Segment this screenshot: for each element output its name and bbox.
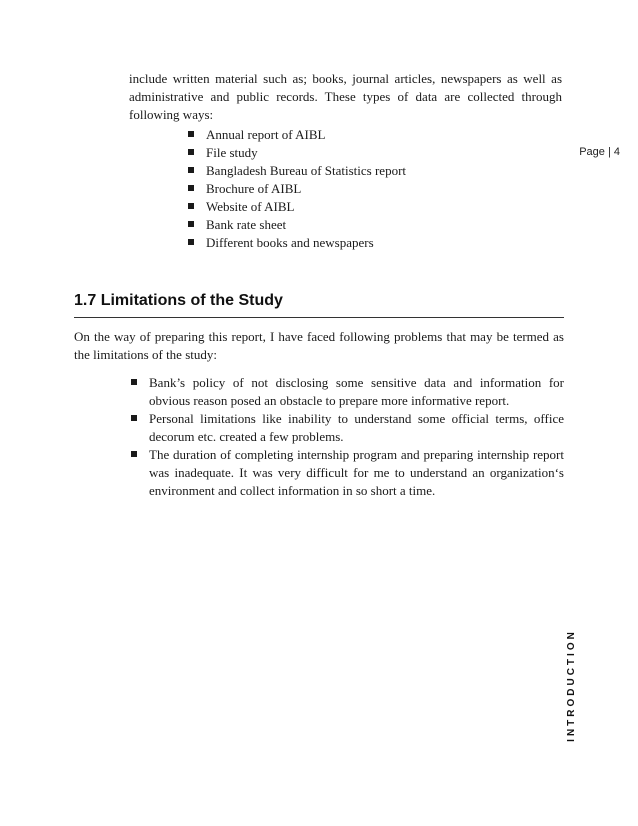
square-bullet-icon (188, 149, 194, 155)
square-bullet-icon (188, 203, 194, 209)
square-bullet-icon (188, 221, 194, 227)
list-item (188, 198, 406, 216)
list-item-text: Website of AIBL (206, 199, 295, 214)
list-item (131, 446, 564, 500)
square-bullet-icon (131, 451, 137, 457)
list-item (188, 180, 406, 198)
list-item-text: Bangladesh Bureau of Statistics report (206, 163, 407, 178)
list-item (131, 410, 564, 446)
square-bullet-icon (131, 379, 137, 385)
square-bullet-icon (131, 415, 137, 421)
list-item-text: Brochure of AIBL (206, 181, 302, 196)
section-heading: 1.7 Limitations of the Study (74, 292, 283, 309)
list-item (188, 144, 406, 162)
list-item-text: Different books and newspapers (206, 235, 374, 250)
square-bullet-icon (188, 131, 194, 137)
chapter-side-label-text: INTRODUCTION (565, 628, 577, 742)
list-item-text: Annual report of AIBL (206, 127, 326, 142)
square-bullet-icon (188, 167, 194, 173)
list-item (188, 162, 406, 180)
square-bullet-icon (188, 239, 194, 245)
limitations-intro: On the way of preparing this report, I have faced following problems that may be termed as the limitations of the study: (74, 329, 564, 362)
chapter-side-label (563, 620, 579, 750)
list-item (188, 216, 406, 234)
heading-divider (74, 317, 564, 318)
list-item-text: Bank’s policy of not disclosing some sensitive data and information for obvious reason posed an obstacle to prepare more informative report. (149, 375, 564, 408)
list-item-text: The duration of completing internship program and preparing internship report was inadequate. It was very difficult for me to understand an organization‘s environment and collect information in so short a time. (149, 447, 564, 498)
list-item-text: Bank rate sheet (206, 217, 287, 232)
list-item (131, 374, 564, 410)
list-item (188, 126, 406, 144)
list-item-text: File study (206, 145, 258, 160)
list-item (188, 234, 406, 252)
intro-paragraph: include written material such as; books, journal articles, newspapers as well as administrative and public records. These types of data are collected through following ways: (129, 71, 562, 122)
page-number: Page | 4 (579, 146, 620, 158)
limitations-list (131, 374, 564, 500)
square-bullet-icon (188, 185, 194, 191)
list-item-text: Personal limitations like inability to understand some official terms, office decorum etc. created a few problems. (149, 411, 564, 444)
data-sources-list (188, 126, 406, 252)
